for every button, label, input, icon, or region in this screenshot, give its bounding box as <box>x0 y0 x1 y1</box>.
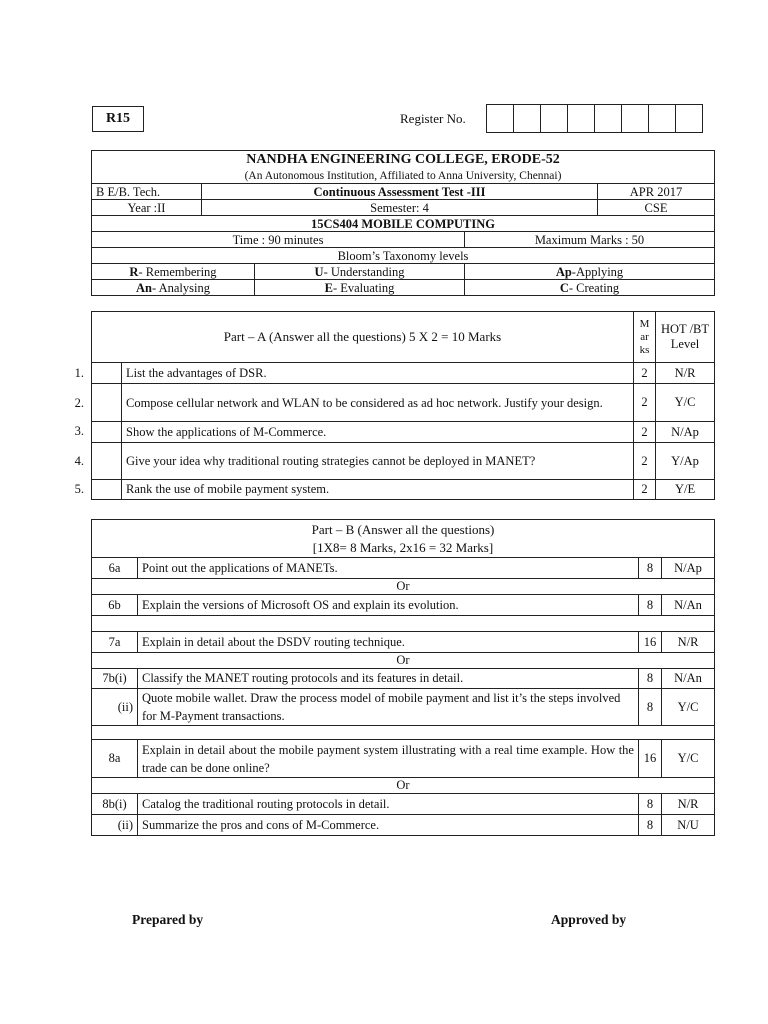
question-number: 8a <box>92 740 138 778</box>
level-column-header: HOT /BT Level <box>656 312 715 363</box>
question-text: List the advantages of DSR. <box>122 363 634 384</box>
question-text: Point out the applications of MANETs. <box>138 558 639 579</box>
part-a-table <box>91 311 715 500</box>
semester: Semester: 4 <box>202 200 598 216</box>
question-marks: 8 <box>639 815 662 836</box>
department: CSE <box>598 200 715 216</box>
exam-header-table <box>91 150 715 296</box>
register-digit-box[interactable] <box>595 105 622 133</box>
question-number: (ii) <box>92 815 138 836</box>
register-digit-box[interactable] <box>514 105 541 133</box>
question-text: Explain the versions of Microsoft OS and explain its evolution. <box>138 595 639 616</box>
table-row <box>92 632 715 653</box>
table-row <box>92 595 715 616</box>
exam-duration: Time : 90 minutes <box>92 232 465 248</box>
part-b-title: Part – B (Answer all the questions) [1X8= 8 Marks, 2x16 = 32 Marks] <box>92 520 715 558</box>
college-affiliation: (An Autonomous Institution, Affiliated to Anna University, Chennai) <box>92 169 715 184</box>
question-number: 5. <box>74 482 84 496</box>
table-row <box>92 669 715 689</box>
or-separator: Or <box>92 653 715 669</box>
question-marks: 8 <box>639 794 662 815</box>
question-text: Rank the use of mobile payment system. <box>122 480 634 500</box>
question-level: N/R <box>662 632 715 653</box>
question-level: N/An <box>662 595 715 616</box>
regulation-code: R15 <box>92 106 144 132</box>
table-row <box>92 558 715 579</box>
question-marks: 2 <box>634 363 656 384</box>
table-row <box>92 740 715 778</box>
question-level: Y/C <box>656 384 715 422</box>
question-level: Y/Ap <box>656 443 715 480</box>
question-text: Compose cellular network and WLAN to be considered as ad hoc network. Justify your design. <box>122 384 634 422</box>
approved-by-label: Approved by <box>551 912 627 927</box>
register-digit-box[interactable] <box>676 105 703 133</box>
taxonomy-level: Ap-Applying <box>465 264 715 280</box>
question-level: N/R <box>662 794 715 815</box>
question-number: 3. <box>74 424 84 438</box>
question-text: Quote mobile wallet. Draw the process model of mobile payment and list it’s the steps involved for M-Payment transactions. <box>138 689 639 726</box>
question-marks: 8 <box>639 689 662 726</box>
register-digit-box[interactable] <box>622 105 649 133</box>
college-name: NANDHA ENGINEERING COLLEGE, ERODE-52 <box>92 151 715 170</box>
exam-month: APR 2017 <box>598 184 715 200</box>
taxonomy-level: R- Remembering <box>92 264 255 280</box>
question-marks: 8 <box>639 669 662 689</box>
question-level: Y/C <box>662 740 715 778</box>
table-row <box>92 480 715 500</box>
part-b-table <box>91 519 715 836</box>
question-number: 6a <box>92 558 138 579</box>
register-number-label: Register No. <box>400 111 466 126</box>
question-marks: 16 <box>639 632 662 653</box>
question-text: Show the applications of M-Commerce. <box>122 422 634 443</box>
question-marks: 8 <box>639 558 662 579</box>
question-text: Explain in detail about the mobile payment system illustrating with a real time example. How the trade can be done online? <box>138 740 639 778</box>
register-digit-box[interactable] <box>649 105 676 133</box>
question-level: N/An <box>662 669 715 689</box>
question-text: Summarize the pros and cons of M-Commerce. <box>138 815 639 836</box>
table-row <box>92 443 715 480</box>
course-title: 15CS404 MOBILE COMPUTING <box>92 216 715 232</box>
question-level: Y/C <box>662 689 715 726</box>
question-level: N/U <box>662 815 715 836</box>
degree: B E/B. Tech. <box>92 184 202 200</box>
marks-column-header: M ar ks <box>634 312 656 363</box>
question-level: N/Ap <box>662 558 715 579</box>
question-number: 7b(i) <box>92 669 138 689</box>
table-row <box>92 815 715 836</box>
spacer-row <box>92 726 715 740</box>
question-level: Y/E <box>656 480 715 500</box>
question-text: Explain in detail about the DSDV routing technique. <box>138 632 639 653</box>
question-text: Classify the MANET routing protocols and its features in detail. <box>138 669 639 689</box>
table-row <box>92 689 715 726</box>
table-row <box>92 384 715 422</box>
or-separator: Or <box>92 778 715 794</box>
question-number: 8b(i) <box>92 794 138 815</box>
register-digit-box[interactable] <box>487 105 514 133</box>
test-name: Continuous Assessment Test -III <box>202 184 598 200</box>
taxonomy-level: An- Analysing <box>92 280 255 296</box>
question-text: Give your idea why traditional routing strategies cannot be deployed in MANET? <box>122 443 634 480</box>
taxonomy-level: C- Creating <box>465 280 715 296</box>
or-separator: Or <box>92 579 715 595</box>
table-row <box>92 363 715 384</box>
question-number: 7a <box>92 632 138 653</box>
register-digit-box[interactable] <box>541 105 568 133</box>
question-number: (ii) <box>92 689 138 726</box>
part-a-title: Part – A (Answer all the questions) 5 X 2 = 10 Marks <box>92 312 634 363</box>
question-number: 2. <box>74 396 84 410</box>
question-marks: 2 <box>634 422 656 443</box>
question-number: 1. <box>74 366 84 380</box>
register-number-boxes <box>486 104 703 133</box>
spacer-row <box>92 616 715 632</box>
question-marks: 2 <box>634 384 656 422</box>
question-number: 4. <box>74 454 84 468</box>
maximum-marks: Maximum Marks : 50 <box>465 232 715 248</box>
taxonomy-level: U- Understanding <box>255 264 465 280</box>
taxonomy-level: E- Evaluating <box>255 280 465 296</box>
question-marks: 16 <box>639 740 662 778</box>
taxonomy-title: Bloom’s Taxonomy levels <box>92 248 715 264</box>
question-marks: 2 <box>634 443 656 480</box>
register-digit-box[interactable] <box>568 105 595 133</box>
question-marks: 2 <box>634 480 656 500</box>
prepared-by-label: Prepared by <box>132 912 204 927</box>
question-level: N/R <box>656 363 715 384</box>
table-row <box>92 422 715 443</box>
question-number: 6b <box>92 595 138 616</box>
question-level: N/Ap <box>656 422 715 443</box>
question-text: Catalog the traditional routing protocols in detail. <box>138 794 639 815</box>
question-marks: 8 <box>639 595 662 616</box>
year: Year :II <box>92 200 202 216</box>
table-row <box>92 794 715 815</box>
